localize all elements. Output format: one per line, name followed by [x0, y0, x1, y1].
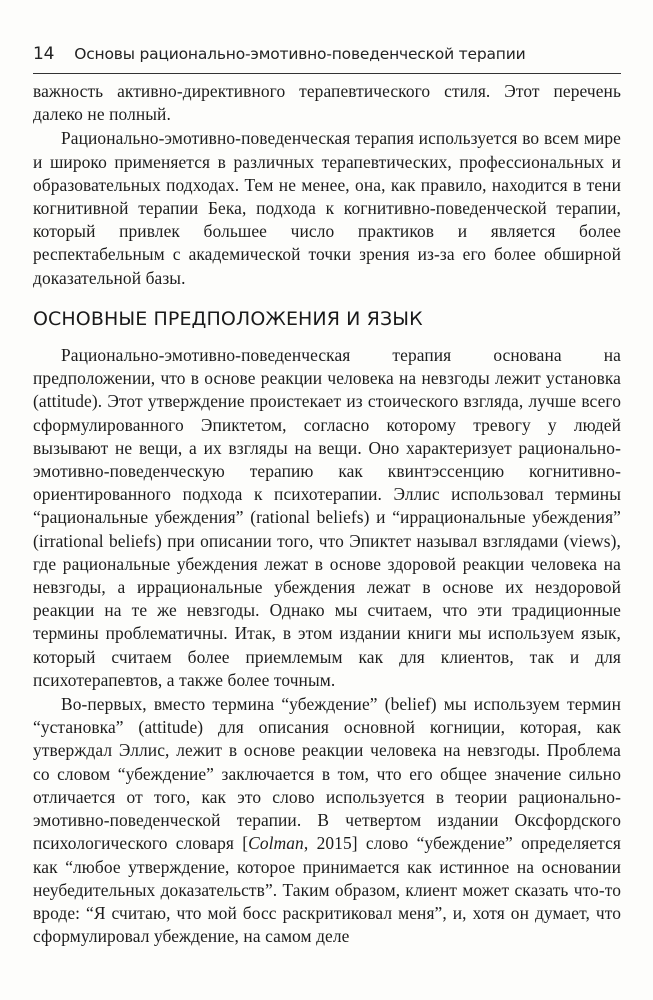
page-number: 14 — [33, 44, 55, 64]
paragraph: Рационально-эмотивно-поведенческая терапия основана на предположении, что в основе реакции человека на невзгоды лежит установка (attitude). Этот утверждение проистекает из стоического взгляда, лучше всего сформулированного Эпиктетом, согласно которому тревогу у людей вызывают не вещи, а их взгляды на вещи. Оно характеризует рационально-эмотивно-поведенческую терапию как квинтэссенцию когнитивно-ориентированного подхода к психотерапии. Эллис использовал термины “рациональные убеждения” (rational beliefs) и “иррациональные убеждения” (irrational beliefs) при описании того, что Эпиктет называл взглядами (views), где рациональные убеждения лежат в основе здоровой реакции человека на невзгоды, а иррациональные убеждения лежат в основе их нездоровой реакции на те же невзгоды. Однако мы считаем, что эти традиционные термины проблематичны. Итак, в этом издании книги мы используем язык, который считаем более приемлемым как для клиентов, так и для психотерапевтов, а также более точным. — [33, 345, 621, 690]
paragraph — [33, 693, 621, 948]
page-body — [33, 80, 621, 948]
section-heading: ОСНОВНЫЕ ПРЕДПОЛОЖЕНИЯ И ЯЗЫК — [33, 307, 423, 330]
citation-author: Colman — [248, 833, 304, 854]
paragraph-text: Во-первых, вместо термина “убеждение” (belief) мы используем термин “установка” (attitude) для описания основной когниции, которая, как утверждал Эллис, лежит в основе реакции человека на невзгоды. Проблема со словом “убеждение” заключается в том, что его общее значение сильно отличается от того, как это слово используется в теории рационально-эмотивно-поведенческой терапии. В четвертом издании Оксфордского психологического словаря [ — [33, 694, 621, 854]
running-header — [33, 44, 620, 64]
header-rule — [33, 73, 621, 74]
paragraph-continued: важность активно-директивного терапевтического стиля. Этот перечень далеко не полный. — [33, 81, 621, 125]
paragraph-text: , 2015] слово “убеждение” определяется как “любое утверждение, которое принимается как истинное на основании неубедительных доказательств”. Таким образом, клиент может сказать что-то вроде: “Я считаю, что мой босс раскритиковал меня”, и, хотя он думает, что сформулировал убеждение, на самом деле — [33, 833, 621, 947]
running-title: Основы рационально-эмотивно-поведенческой терапии — [74, 45, 526, 63]
paragraph: Рационально-эмотивно-поведенческая терапия используется во всем мире и широко применяется в различных терапевтических, профессиональных и образовательных подходах. Тем не менее, она, как правило, находится в тени когнитивной терапии Бека, подхода к когнитивно-поведенческой терапии, который привлек большее число практиков и является более респектабельным с академической точки зрения из-за его более обширной доказательной базы. — [33, 128, 621, 288]
